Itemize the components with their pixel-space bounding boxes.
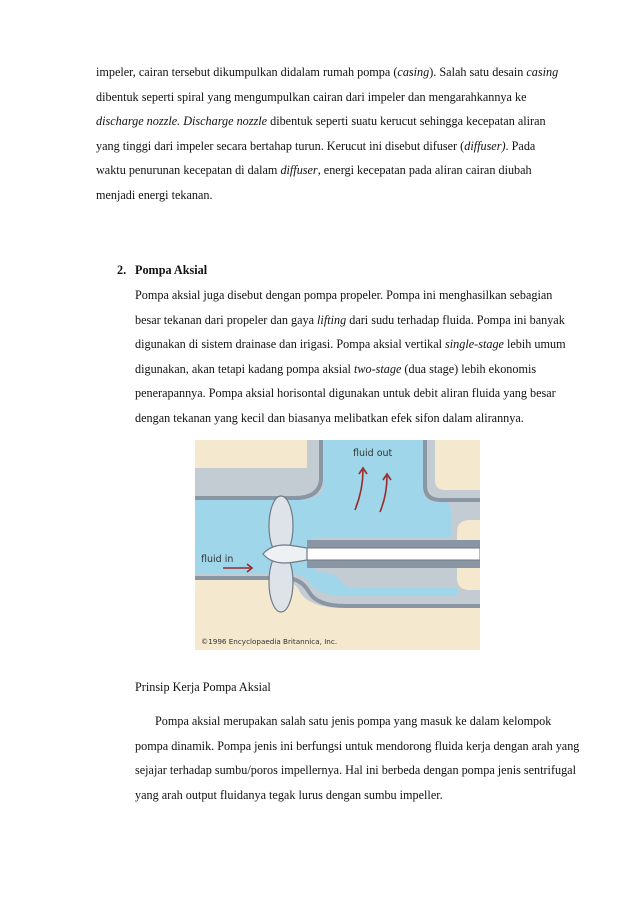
text-run: . Pada waktu penurunan kecepatan di dalam (96, 138, 536, 178)
label-fluid-out: fluid out (353, 448, 393, 459)
text-run: Pompa aksial juga disebut dengan pompa propeler. Pompa ini menghasilkan sebagian besar tekanan dari propeler dan gaya (135, 288, 553, 327)
list-number: 2. (117, 263, 127, 277)
italic-term: discharge nozzle. Discharge nozzle (96, 114, 268, 129)
paragraph-principle (135, 709, 585, 807)
text-run: Pompa aksial merupakan salah satu jenis pompa yang masuk ke dalam kelompok pompa dinamik. Pompa jenis ini berfungsi untuk mendorong fluida kerja dengan arah yang sejajar terhadap sumbu/poros impellernya. Hal ini berbeda dengan pompa jenis sentrifugal yang arah output fluidanya tegak lurus dengan sumbu impeller. (135, 714, 580, 802)
text-run: dibentuk seperti spiral yang mengumpulkan cairan dari impeler dan mengarahkannya ke (96, 89, 527, 104)
paragraph-axial-pump (135, 283, 575, 431)
italic-term: two-stage (353, 361, 402, 376)
italic-term: diffuser (280, 163, 318, 178)
text-run: (dua stage) lebih ekonomis penerapannya. Pompa aksial horisontal digunakan untuk debit aliran fluida yang besar dengan tekanan yang kecil dan biasanya melibatkan efek sifon dalam alirannya. (135, 361, 556, 425)
text-run: impeler, cairan tersebut dikumpulkan didalam rumah pompa ( (96, 65, 398, 79)
subheading: Prinsip Kerja Pompa Aksial (135, 680, 271, 694)
axial-pump-figure (195, 440, 480, 650)
section-heading: Pompa Aksial (135, 263, 208, 277)
italic-term: single-stage (445, 337, 504, 352)
paragraph-diffuser (96, 60, 566, 208)
text-run: lebih umum digunakan, akan tetapi kadang pompa aksial (135, 337, 566, 376)
italic-term: casing (397, 65, 430, 79)
italic-term: casing (526, 65, 559, 79)
text-run: , energi kecepatan pada aliran cairan diubah menjadi energi tekanan. (96, 163, 532, 202)
text-run: ). Salah satu desain (429, 65, 527, 79)
text-run: dari sudu terhadap fluida. Pompa ini banyak digunakan di sistem drainase dan irigasi. Pompa aksial vertikal (135, 312, 565, 352)
text-run: dibentuk seperti suatu kerucut sehingga kecepatan aliran yang tinggi dari impeler secara bertahap turun. Kerucut ini disebut difuser ( (96, 114, 546, 153)
italic-term: lifting (317, 312, 347, 327)
figure-credit: ©1996 Encyclopaedia Britannica, Inc. (201, 637, 338, 646)
italic-term: diffuser) (464, 138, 506, 153)
label-fluid-in: fluid in (201, 554, 234, 565)
shaft (307, 548, 480, 560)
